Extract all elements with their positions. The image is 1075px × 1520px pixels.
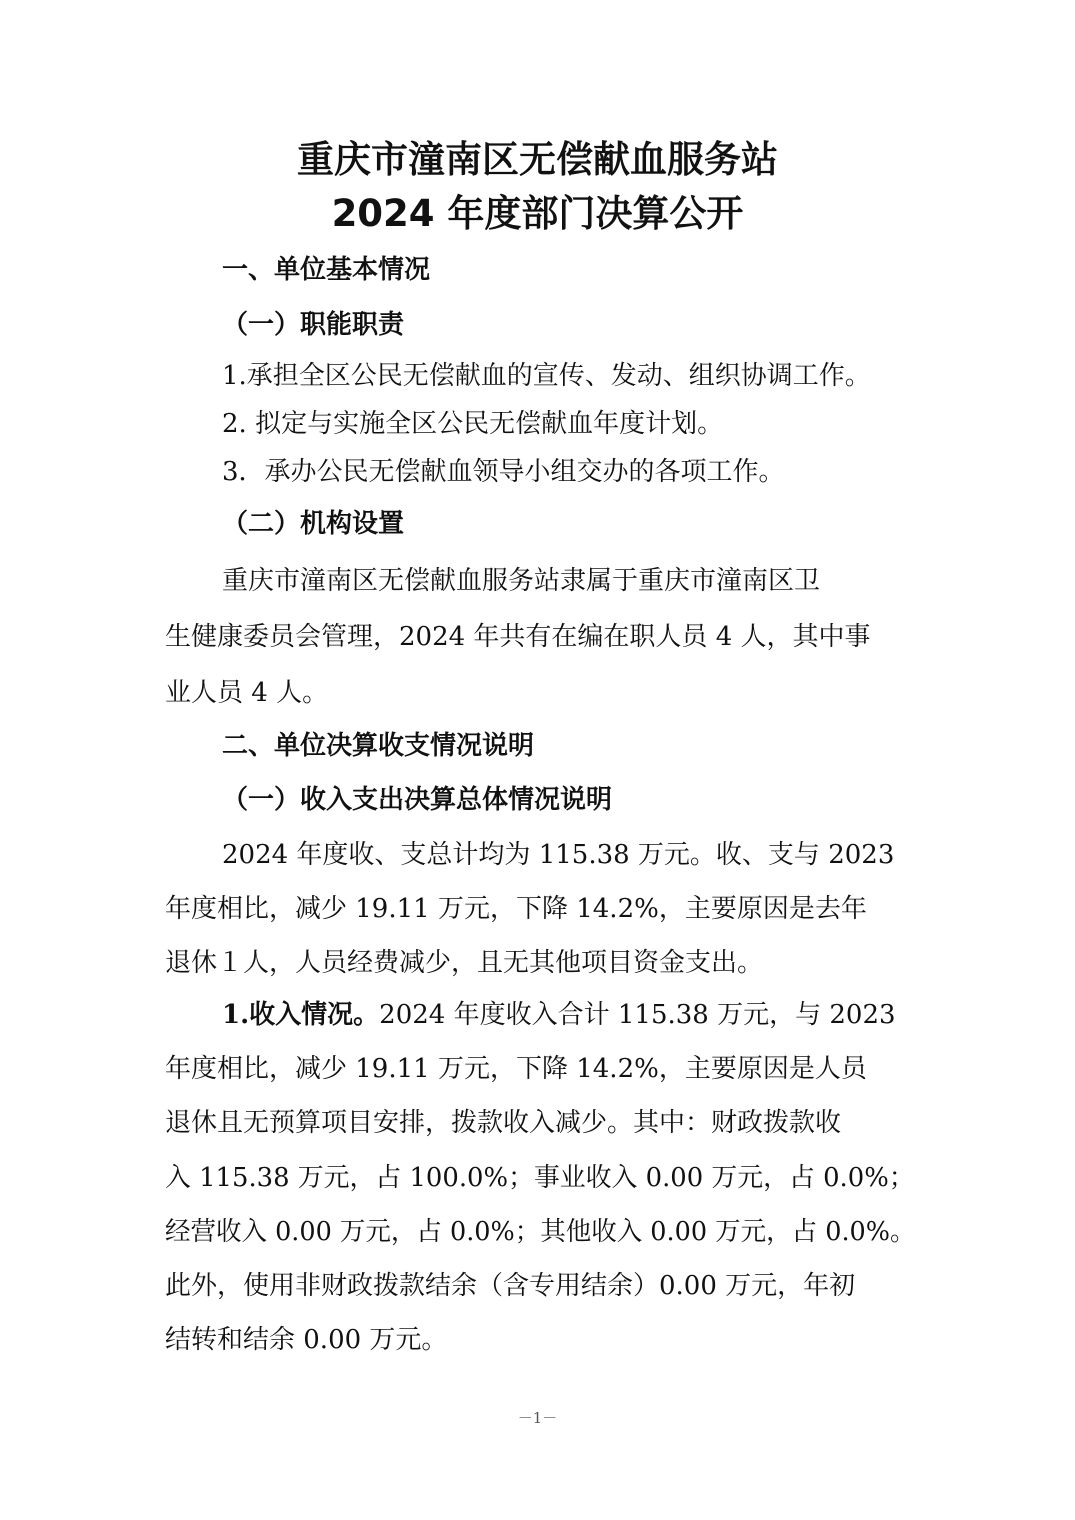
income-line-1 [222, 998, 896, 1032]
function-item-3: 3．承办公民无偿献血领导小组交办的各项工作。 [222, 457, 785, 487]
overview-line-3: 退休１人，人员经费减少，且无其他项目资金支出。 [165, 948, 764, 978]
overview-line-2: 年度相比，减少 19.11 万元，下降 14.2%，主要原因是去年 [165, 894, 867, 924]
income-line-6: 此外，使用非财政拨款结余（含专用结余）0.00 万元，年初 [165, 1271, 856, 1301]
overview-line-1: 2024 年度收、支总计均为 115.38 万元。收、支与 2023 [222, 840, 895, 870]
document-title-line-1: 重庆市潼南区无偿献血服务站 [297, 138, 778, 181]
income-line-5: 经营收入 0.00 万元，占 0.0%；其他收入 0.00 万元，占 0.0%。 [165, 1217, 916, 1247]
subsection-organization-heading: （二）机构设置 [222, 509, 405, 539]
function-item-2: 2. 拟定与实施全区公民无偿献血年度计划。 [222, 409, 724, 439]
income-first-text: 2024 年度收入合计 115.38 万元，与 2023 [379, 1000, 896, 1030]
income-line-2: 年度相比，减少 19.11 万元，下降 14.2%，主要原因是人员 [165, 1054, 867, 1084]
document-title-line-2: 2024 年度部门决算公开 [331, 192, 744, 235]
income-label: 1.收入情况。 [222, 1000, 380, 1030]
income-line-3: 退休且无预算项目安排，拨款收入减少。其中：财政拨款收 [165, 1108, 842, 1138]
subsection-overview-heading: （一）收入支出决算总体情况说明 [222, 785, 613, 815]
page-number: －1－ [517, 1409, 558, 1427]
section-1-heading: 一、单位基本情况 [222, 255, 431, 285]
function-item-1: 1.承担全区公民无偿献血的宣传、发动、组织协调工作。 [222, 361, 871, 391]
income-line-4: 入 115.38 万元，占 100.0%；事业收入 0.00 万元，占 0.0%； [165, 1163, 915, 1193]
subsection-functions-heading: （一）职能职责 [222, 310, 405, 340]
section-2-heading: 二、单位决算收支情况说明 [222, 731, 535, 761]
organization-text-line-2: 生健康委员会管理，2024 年共有在编在职人员 4 人，其中事 [165, 622, 871, 652]
organization-text-line-1: 重庆市潼南区无偿献血服务站隶属于重庆市潼南区卫 [222, 566, 821, 596]
organization-text-line-3: 业人员 4 人。 [165, 678, 329, 708]
income-line-7: 结转和结余 0.00 万元。 [165, 1325, 448, 1355]
